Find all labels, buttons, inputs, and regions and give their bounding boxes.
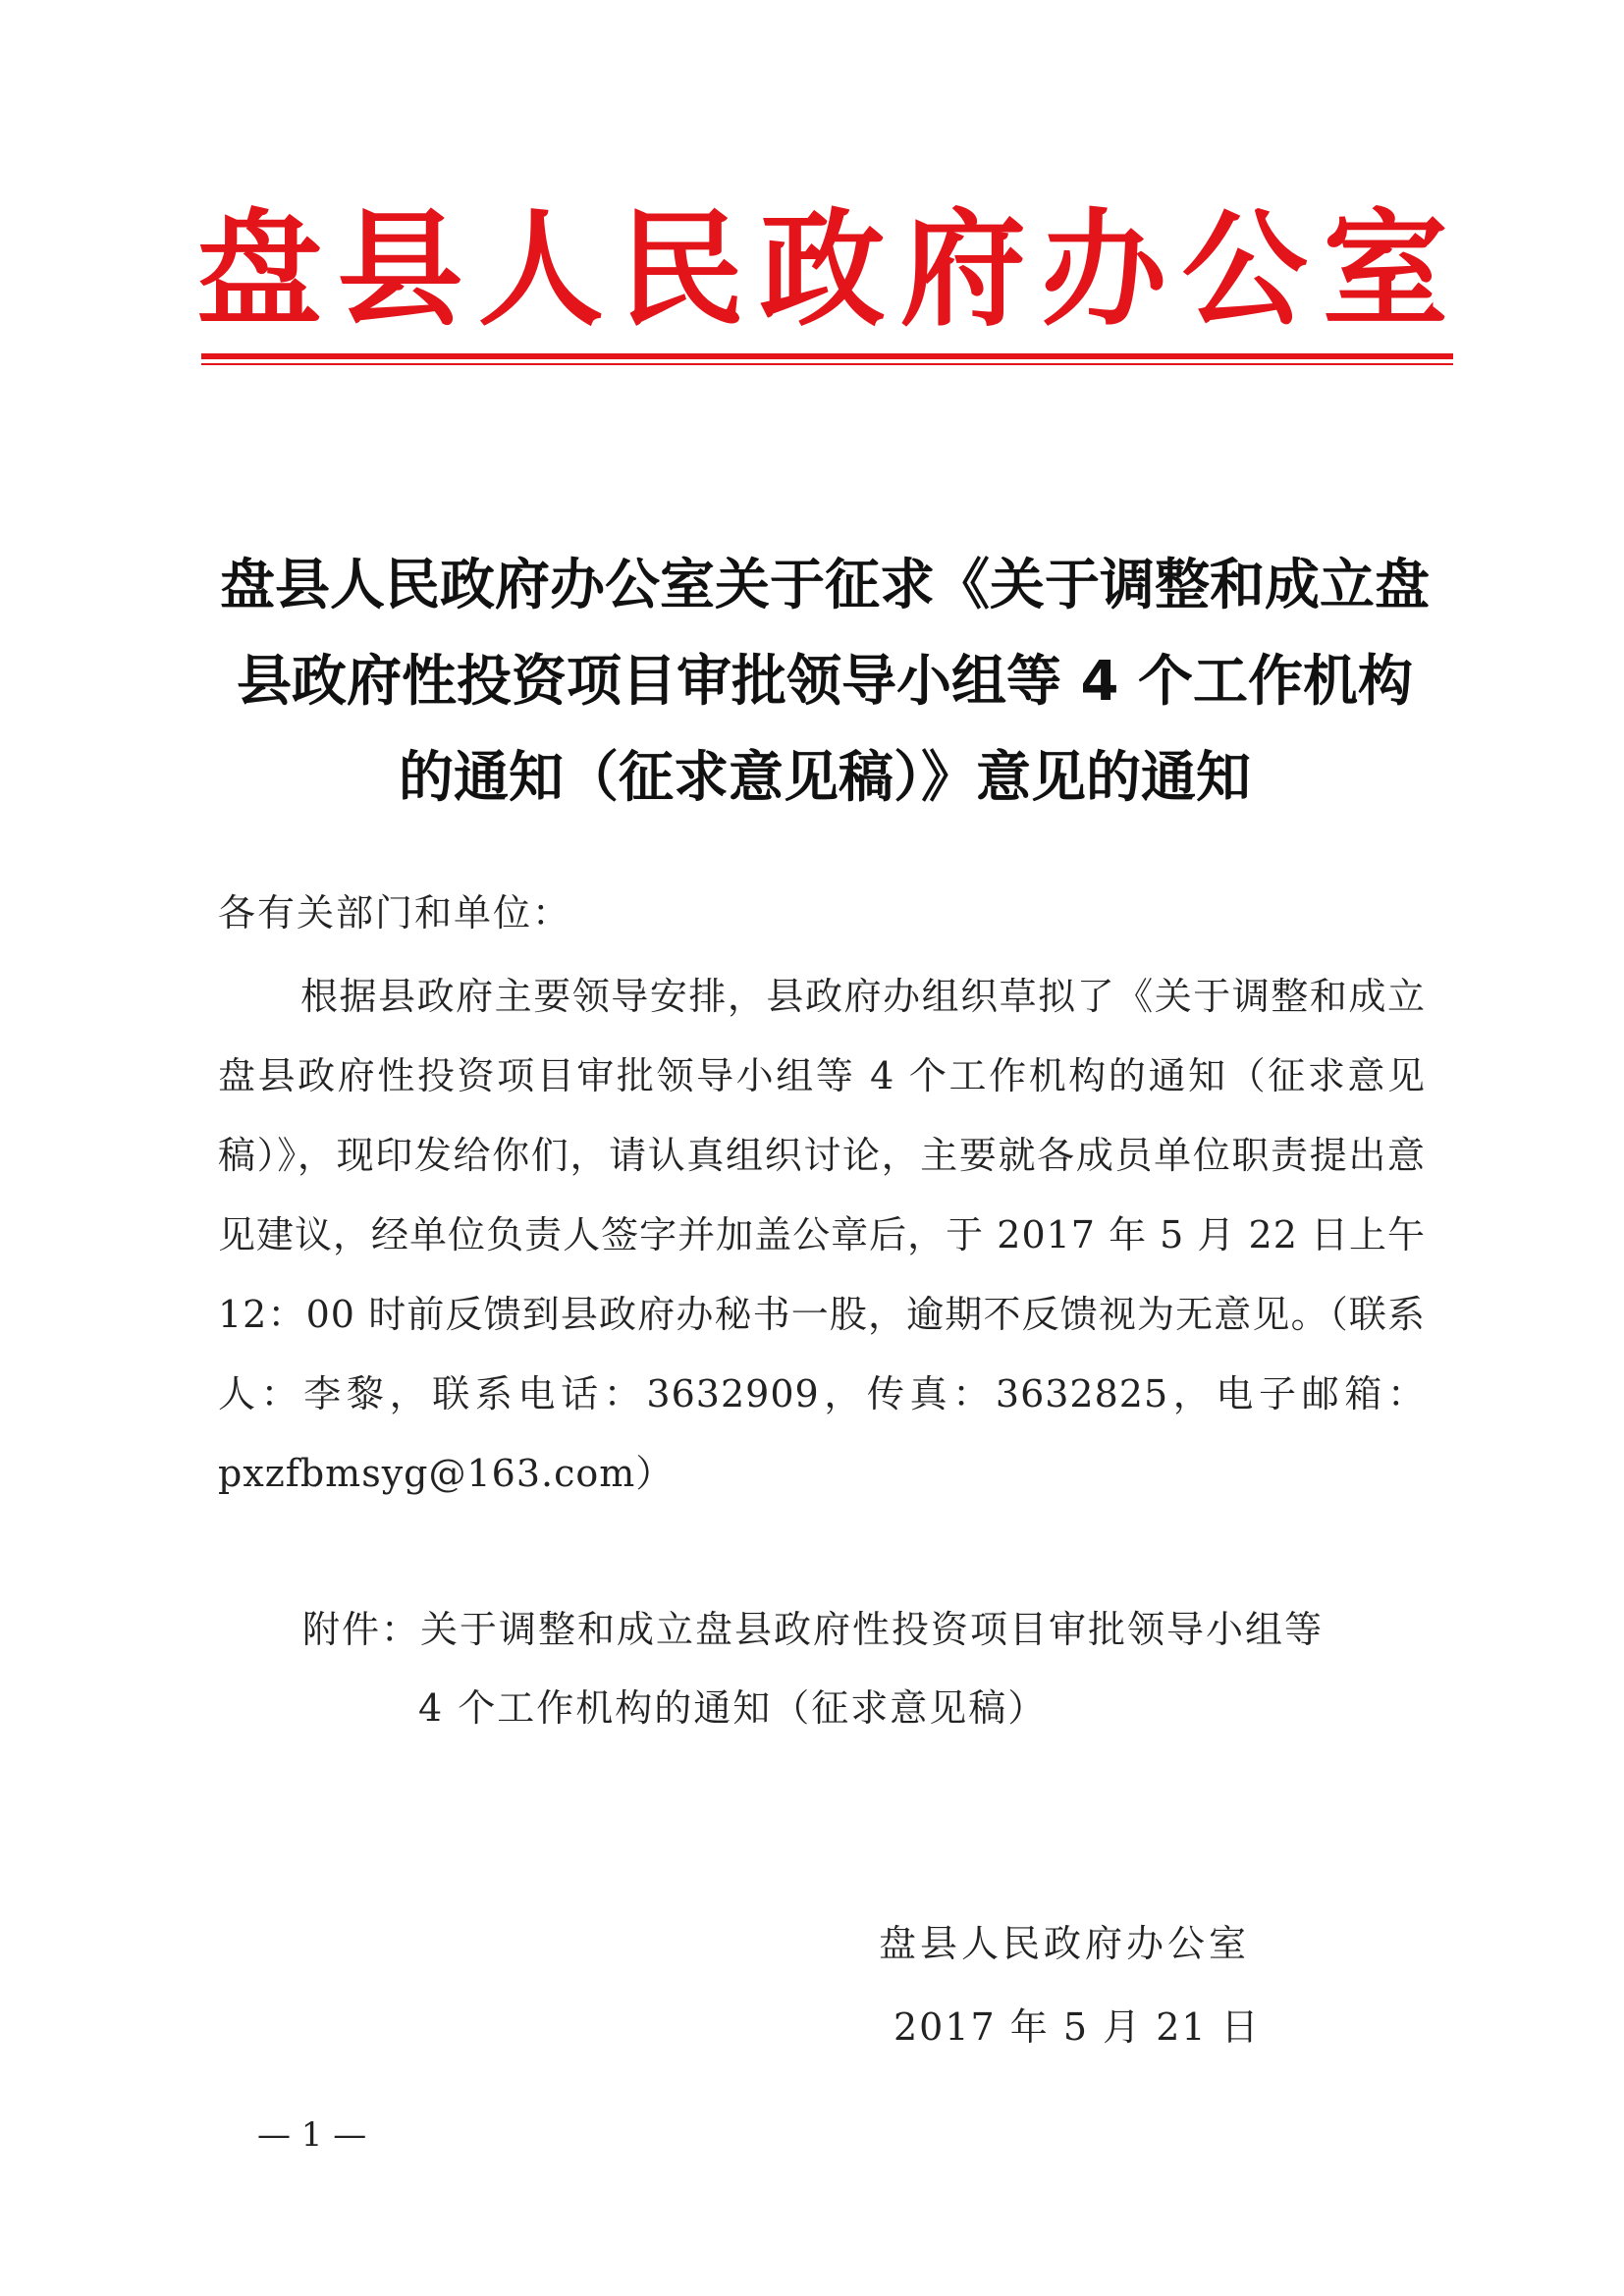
document-title: 盘县人民政府办公室关于征求《关于调整和成立盘县政府性投资项目审批领导小组等 4 个工作机构的通知（征求意见稿）》意见的通知 <box>220 554 1430 810</box>
attachment-title-line-1: 关于调整和成立盘县政府性投资项目审批领导小组等 <box>420 1608 1325 1651</box>
salutation: 各有关部门和单位： <box>218 891 572 934</box>
sign-date: 2017 年 5 月 21 日 <box>893 2005 1261 2049</box>
signer: 盘县人民政府办公室 <box>879 1922 1251 1965</box>
masthead-red-rule-thin <box>201 363 1453 365</box>
masthead-red-rule <box>201 353 1453 359</box>
page-number: — 1 — <box>257 2115 367 2155</box>
attachment-label: 附件： <box>302 1608 421 1651</box>
body-paragraph: 根据县政府主要领导安排，县政府办组织草拟了《关于调整和成立盘县政府性投资项目审批领导小组等 4 个工作机构的通知（征求意见稿）》，现印发给你们，请认真组织讨论，主要就各成员单位职责提出意见建议，经单位负责人签字并加盖公章后，于 2017 年 5 月 22 日上午 12：00 时前反馈到县政府办秘书一股，逾期不反馈视为无意见。（联系人：李黎，联系电话：3632909，传真：3632825，电子邮箱：pxzfbmsyg@163.com） <box>218 975 1426 1495</box>
issuer-masthead: 盘县人民政府办公室 <box>196 196 1453 344</box>
attachment-note <box>302 1590 1426 1747</box>
attachment-title-line-2: 4 个工作机构的通知（征求意见稿） <box>418 1686 1048 1730</box>
